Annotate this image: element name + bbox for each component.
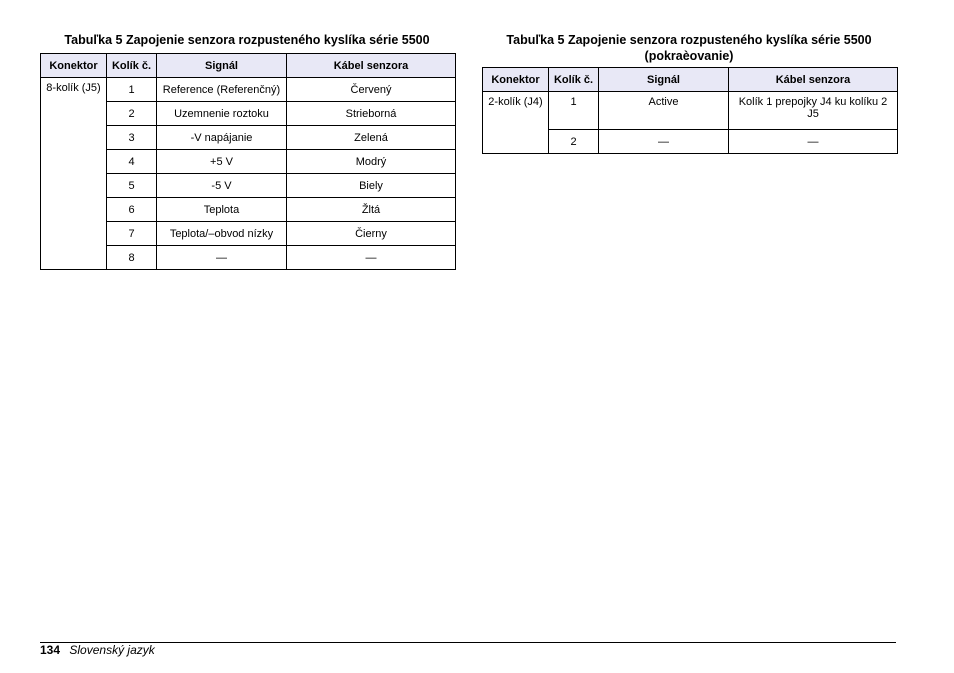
right-table-title — [482, 32, 896, 64]
header-connector: Konektor — [41, 54, 107, 78]
left-table-title — [40, 32, 454, 48]
signal-cell: Teplota/–obvod nízky — [157, 222, 287, 246]
header-signal: Signál — [599, 68, 729, 92]
pin-cell: 5 — [107, 174, 157, 198]
signal-cell: — — [157, 246, 287, 270]
cable-cell: Žltá — [287, 198, 456, 222]
signal-cell: -5 V — [157, 174, 287, 198]
header-connector: Konektor — [483, 68, 549, 92]
header-sensor-cable: Kábel senzora — [287, 54, 456, 78]
cable-cell: Kolík 1 prepojky J4 ku kolíku 2 J5 — [729, 92, 898, 130]
cable-cell: Modrý — [287, 150, 456, 174]
signal-cell: Active — [599, 92, 729, 130]
cable-cell: Biely — [287, 174, 456, 198]
cable-cell: Červený — [287, 78, 456, 102]
footer-language: Slovenský jazyk — [69, 643, 155, 657]
pin-cell: 6 — [107, 198, 157, 222]
pin-cell: 2 — [549, 130, 599, 154]
right-wiring-table — [482, 67, 898, 154]
left-wiring-table — [40, 53, 456, 270]
pin-cell: 4 — [107, 150, 157, 174]
cable-cell: Strieborná — [287, 102, 456, 126]
cable-cell: — — [729, 130, 898, 154]
footer-divider — [40, 642, 896, 643]
right-table-title-text: Tabuľka 5 Zapojenie senzora rozpusteného kyslíka série 5500 — [506, 33, 872, 47]
pin-cell: 8 — [107, 246, 157, 270]
pin-cell: 2 — [107, 102, 157, 126]
cable-cell: — — [287, 246, 456, 270]
pin-cell: 3 — [107, 126, 157, 150]
signal-cell: — — [599, 130, 729, 154]
left-table-title-text: Tabuľka 5 Zapojenie senzora rozpusteného kyslíka série 5500 — [64, 33, 430, 47]
table-row — [41, 78, 456, 102]
pin-cell: 1 — [107, 78, 157, 102]
cable-cell: Zelená — [287, 126, 456, 150]
signal-cell: +5 V — [157, 150, 287, 174]
table-header-row — [41, 54, 456, 78]
connector-cell: 2-kolík (J4) — [483, 92, 549, 154]
page-footer — [40, 643, 155, 657]
pin-cell: 1 — [549, 92, 599, 130]
table-header-row — [483, 68, 898, 92]
header-pin: Kolík č. — [107, 54, 157, 78]
signal-cell: Teplota — [157, 198, 287, 222]
page-number: 134 — [40, 643, 61, 657]
signal-cell: -V napájanie — [157, 126, 287, 150]
header-signal: Signál — [157, 54, 287, 78]
table-row — [483, 92, 898, 130]
pin-cell: 7 — [107, 222, 157, 246]
header-pin: Kolík č. — [549, 68, 599, 92]
signal-cell: Uzemnenie roztoku — [157, 102, 287, 126]
right-table-subtitle: (pokraèovanie) — [644, 49, 734, 63]
signal-cell: Reference (Referenčný) — [157, 78, 287, 102]
header-sensor-cable: Kábel senzora — [729, 68, 898, 92]
connector-cell: 8-kolík (J5) — [41, 78, 107, 270]
cable-cell: Čierny — [287, 222, 456, 246]
